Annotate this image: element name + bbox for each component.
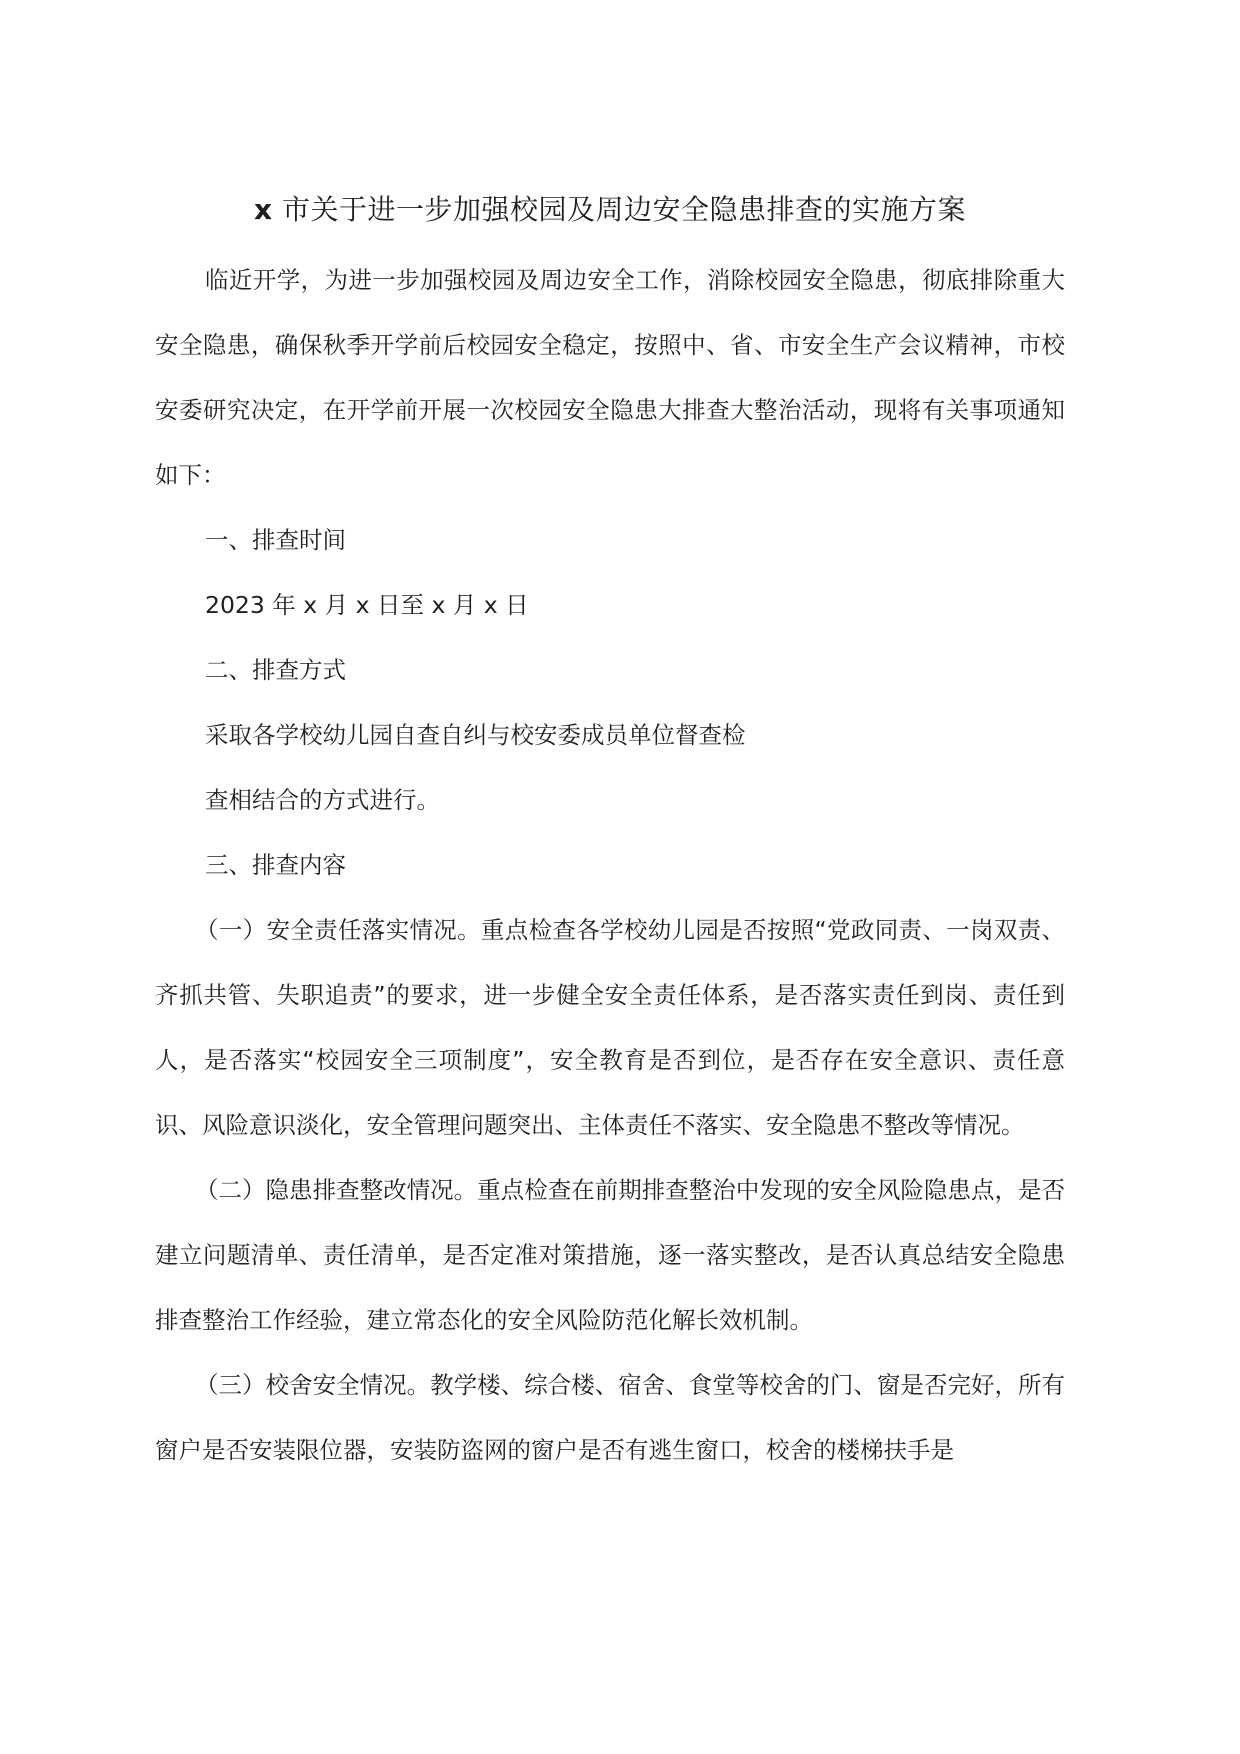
document-title — [155, 190, 1065, 230]
content-item-building-safety: （三）校舍安全情况。教学楼、综合楼、宿舍、食堂等校舍的门、窗是否完好，所有窗户是否安装限位器，安装防盗网的窗户是否有逃生窗口，校舍的楼梯扶手是 — [155, 1371, 1065, 1464]
document-page — [155, 190, 1065, 1483]
section-heading-content: 三、排查内容 — [205, 851, 346, 879]
method-text-line-2: 查相结合的方式进行。 — [205, 786, 440, 814]
content-item-rectification: （二）隐患排查整改情况。重点检查在前期排查整治中发现的安全风险隐患点，是否建立问题清单、责任清单，是否定准对策措施，逐一落实整改，是否认真总结安全隐患排查整治工作经验，建立常态化的安全风险防范化解长效机制。 — [155, 1176, 1065, 1334]
section-heading-time: 一、排查时间 — [205, 526, 346, 554]
intro-paragraph: 临近开学，为进一步加强校园及周边安全工作，消除校园安全隐患，彻底排除重大安全隐患，确保秋季开学前后校园安全稳定，按照中、省、市安全生产会议精神，市校安委研究决定，在开学前开展一次校园安全隐患大排查大整治活动，现将有关事项通知如下： — [155, 266, 1065, 489]
title-text: 市关于进一步加强校园及周边安全隐患排查的实施方案 — [272, 193, 966, 226]
title-lead: x — [254, 193, 273, 226]
method-text-line-1: 采取各学校幼儿园自查自纠与校安委成员单位督查检 — [205, 721, 746, 749]
time-range-text: 2023 年 x 月 x 日至 x 月 x 日 — [205, 591, 529, 619]
content-item-responsibility: （一）安全责任落实情况。重点检查各学校幼儿园是否按照“党政同责、一岗双责、齐抓共管、失职追责”的要求，进一步健全安全责任体系，是否落实责任到岗、责任到人，是否落实“校园安全三项制度”，安全教育是否到位，是否存在安全意识、责任意识、风险意识淡化，安全管理问题突出、主体责任不落实、安全隐患不整改等情况。 — [155, 916, 1065, 1139]
section-heading-method: 二、排查方式 — [205, 656, 346, 684]
